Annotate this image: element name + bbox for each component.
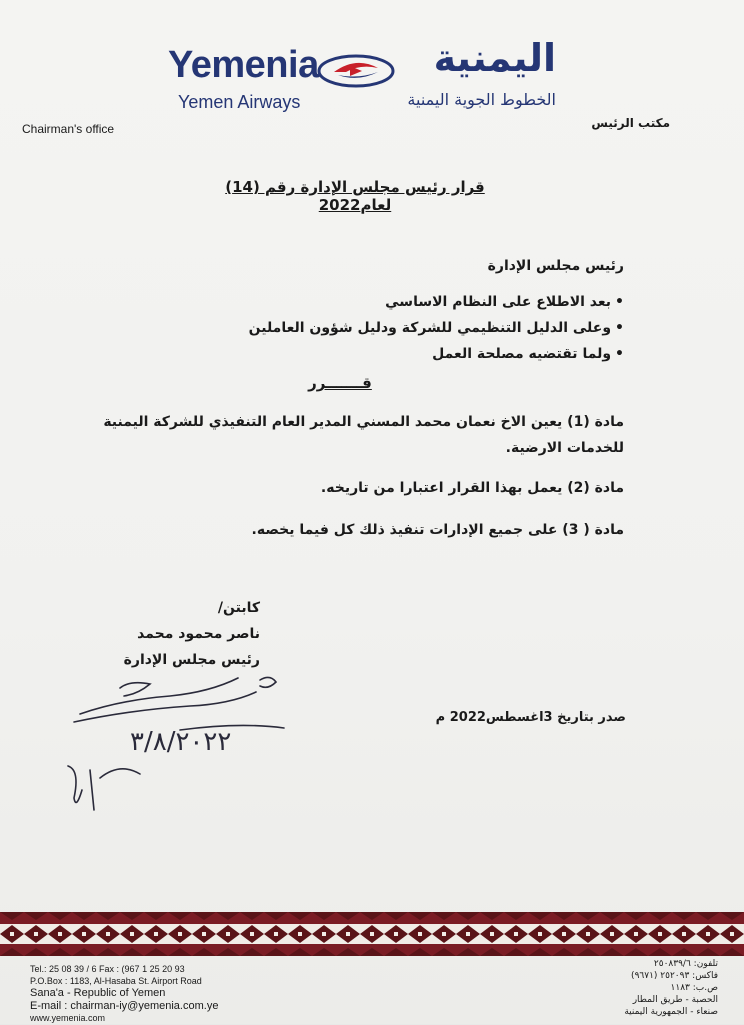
handwritten-signature [60, 670, 300, 820]
brand-name-arabic: اليمنية [433, 36, 556, 80]
footer-tel-fax: Tel.: 25 08 39 / 6 Fax : (967 1 25 20 93 [30, 964, 185, 974]
footer-pobox: P.O.Box : 1183, Al-Hasaba St. Airport Road [30, 975, 202, 986]
preamble-bullet-2: • وعلى الدليل التنظيمي للشركة ودليل شؤون العاملين [249, 320, 624, 336]
addressee: رئيس مجلس الإدارة [487, 258, 624, 274]
yemenia-emblem-icon [316, 52, 396, 90]
signatory-name: ناصر محمود محمد [137, 626, 260, 642]
article-2: مادة (2) يعمل بهذا القرار اعتبارا من تاريخه. [320, 480, 624, 496]
signatory-rank: كابتن/ [217, 600, 260, 616]
preamble-bullet-3: • ولما تقتضيه مصلحة العمل [432, 346, 624, 362]
footer-ar-tel: تلفون: ٢٥٠٨٣٩/٦ [653, 959, 718, 969]
article-1-line-1: مادة (1) يعين الاخ نعمان محمد المسني المدير العام التنفيذي للشركة اليمنية [103, 414, 624, 430]
brand-subtitle-arabic: الخطوط الجوية اليمنية [407, 90, 556, 109]
office-label-arabic: مكتب الرئيس [591, 116, 670, 130]
footer-ar-street: الحصبة - طريق المطار [632, 995, 718, 1005]
decision-heading: قـــــــرر [308, 374, 372, 392]
decorative-band [0, 912, 744, 956]
issue-date: صدر بتاريخ 3اغسطس2022 م [435, 710, 626, 725]
footer-contact-arabic [520, 958, 718, 1018]
footer-ar-fax: فاكس: ٢٥٢٠٩٣ (٩٦٧١) [631, 971, 718, 981]
article-1-line-2: للخدمات الارضية. [505, 440, 624, 456]
footer-email: E-mail : chairman-iy@yemenia.com.ye [30, 1000, 219, 1012]
footer-contact-english [30, 964, 350, 1025]
footer-ar-city: صنعاء - الجمهورية اليمنية [624, 1007, 718, 1017]
brand-name-latin: Yemenia [168, 44, 319, 86]
signatory-position: رئيس مجلس الإدارة [123, 652, 260, 668]
footer-city: Sana'a - Republic of Yemen [30, 987, 166, 999]
decision-title: قرار رئيس مجلس الإدارة رقم (14) لعام2022 [225, 178, 485, 214]
brand-subtitle-latin: Yemen Airways [178, 92, 301, 112]
article-3: مادة ( 3) على جميع الإدارات تنفيذ ذلك كل فيما يخصه. [251, 522, 624, 538]
office-label-english: Chairman's office [22, 122, 115, 136]
footer-ar-pobox: ص.ب: ١١٨٣ [670, 983, 718, 993]
preamble-bullet-1: • بعد الاطلاع على النظام الاساسي [385, 294, 624, 310]
footer-website: www.yemenia.com [30, 1013, 106, 1023]
handwritten-date: ٣/٨/٢٠٢٢ [130, 727, 232, 757]
